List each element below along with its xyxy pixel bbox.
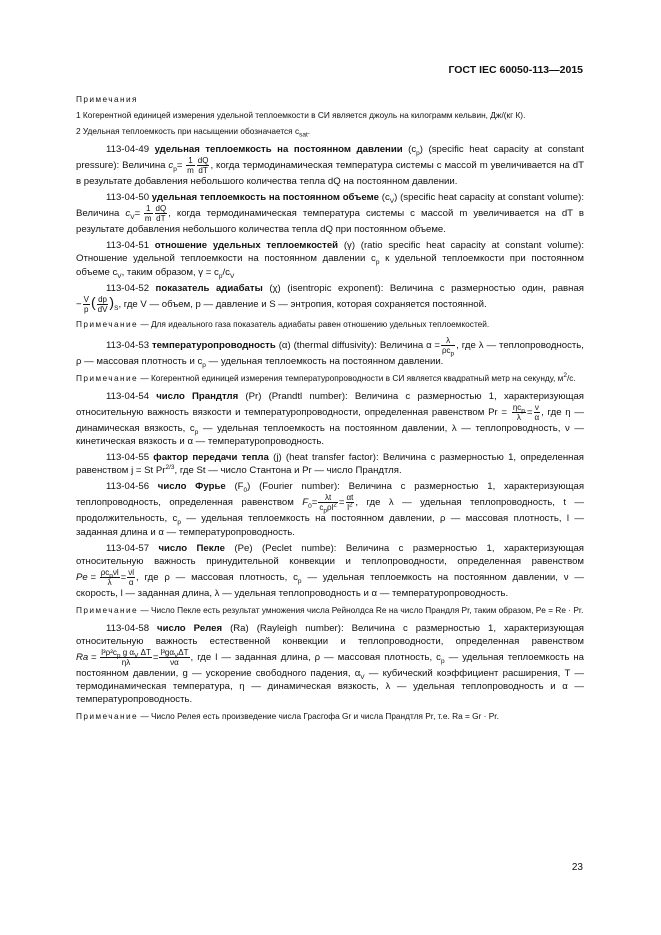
note-113-04-58: Примечание — Число Релея есть произведение числа Грасгофа Gr и числа Прандтля Pr, т.е. Ra = Gr · Pr.	[76, 711, 499, 722]
entry-113-04-58: 113-04-58 число Релея (Ra) (Rayleigh number): Величина с размерностью 1, характеризующая относительную важность естественной конвекции и теплопроводности, определенная равенством Ra = $\frac{l^3\rho^2c_p g \alpha_V \Delta T}{\eta\lambda}$ = $\frac{l^3g\alpha_V\Delta T}{\nu\alpha}$ , где l — заданная длина, ρ — массовая плотность, $c_p$ — удельная теплоемкость на постоянном давлении, g — ускорение свободного падения, $\alpha_V$ — кубический коэффициент расширения, T — термодинамическая температура, η — динамическая вязкость, λ — удельная теплопроводность и α — температуропроводность.	[76, 622, 584, 706]
entry-113-04-54: 113-04-54 число Прандтля (Pr) (Prandtl number): Величина с размерностью 1, характеризующая относительную важность вязкости и температуропроводности, определенная равенством Pr = $\frac{\eta c_p}{\lambda}$ = $\frac{\nu}{\alpha}$ , где η — динамическая вязкость, $c_p$ — удельная теплоемкость на постоянном давлении, λ — теплопроводность, ν — кинетическая вязкость и α — температуропроводность.	[76, 390, 584, 448]
entry-113-04-57: 113-04-57 число Пекле (Pe) (Peclet numbe): Величина с размерностью 1, характеризующая относительную важность принудительной конвекции и теплопроводности, определенная равенством Pe = $\frac{\rho c_p\nu l}{\lambda}$ = $\frac{\nu l}{\alpha}$ , где ρ — массовая плотность, $c_p$ — удельная теплоемкость на постоянном давлении, ν — скорость, l — заданная длина, λ — удельная теплопроводность и α — температуропроводность.	[76, 542, 584, 599]
note-113-04-52: Примечание — Для идеального газа показатель адиабаты равен отношению удельных теплоемкостей.	[76, 318, 490, 329]
note-113-04-53: Примечание — Когерентной единицей измерения температуропроводности в СИ является квадратный метр на секунду, $м^2/с$.	[76, 372, 576, 383]
entry-113-04-53: 113-04-53 температуропроводность (α) (thermal diffusivity): Величина α = $\frac{\lambda}{\rho c_p}$ , где λ — теплопроводность, ρ — массовая плотность и $c_p$ — удельная теплоемкость на постоянном давлении.	[76, 335, 584, 369]
entry-113-04-49: 113-04-49 удельная теплоемкость на постоянном давлении $(c_p)$ (specific heat capacity at constant pressure): Величина $c_p=$ $\frac{1}{m}$ $\frac{dQ}{dT}$ , когда термодинамическая температура системы с массой m увеличивается на dT в результате добавления небольшого количества тепла dQ на постоянном давлении.	[76, 144, 584, 188]
formula-prandtl: $\frac{\eta c_p}{\lambda}$ = $\frac{\nu}{\alpha}$	[512, 402, 540, 422]
formula-cp: $c_p=$ $\frac{1}{m}$ $\frac{dQ}{dT}$	[168, 156, 209, 176]
entry-113-04-55: 113-04-55 фактор передачи тепла (j) (heat transfer factor): Величина с размерностью 1, определенная равенством j = St $Pr^{2/3}$, где St — число Стантона и Pr — число Прандтля.	[76, 452, 585, 477]
formula-isentropic: − $\frac{V}{p}$ ( $\frac{dp}{dV}$ )$_S$	[76, 293, 119, 314]
page-body	[76, 93, 584, 728]
page-number: 23	[571, 862, 583, 873]
entry-113-04-52: 113-04-52 показатель адиабаты (χ) (isentropic exponent): Величина с размерностью один, равная − $\frac{V}{p}$ ( $\frac{dp}{dV}$ )$_S$, где V — объем, p — давление и S — энтропия, которая сохраняется постоянной.	[76, 282, 584, 314]
formula-alpha: α = $\frac{\lambda}{\rho c_p}$	[426, 335, 455, 358]
term-heading: удельная теплоемкость на постоянном давлении	[154, 144, 403, 155]
formula-peclet: Pe = $\frac{\rho c_p\nu l}{\lambda}$ = $\frac{\nu l}{\alpha}$	[76, 567, 135, 587]
entry-113-04-50: 113-04-50 удельная теплоемкость на постоянном объеме $(c_V)$ (specific heat capacity at constant volume): Величина $c_V=$ $\frac{1}{m}$ $\frac{dQ}{dT}$ , когда термодинамическая температура системы с массой m увеличивается на dT в результате добавления небольшого количества тепла dQ при постоянном объеме.	[76, 192, 584, 236]
entry-113-04-56: 113-04-56 число Фурье $(F_0)$ (Fourier number): Величина с размерностью 1, характеризующая теплопроводность, определенная равенством $F_0=$ $\frac{\lambda t}{c_p\rho l^2}$ = $\frac{\alpha t}{l^2}$ , где λ — удельная теплопроводность, t — продолжительность, $c_p$ — удельная теплоемкость на постоянном давлении, ρ — массовая плотность, l — заданная длина и α — температуропроводность.	[76, 481, 585, 538]
formula-cv: $c_V=$ $\frac{1}{m}$ $\frac{dQ}{dT}$	[125, 204, 167, 224]
note-2: 2 Удельная теплоемкость при насыщении обозначается $c_{sat}$.	[76, 126, 311, 139]
note-label-top: Примечания	[76, 94, 138, 104]
formula-fourier: $F_0=$ $\frac{\lambda t}{c_p\rho l^2}$ = $\frac{\alpha t}{l^2}$	[302, 493, 354, 515]
note-113-04-57: Примечание — Число Пекле есть результат умножения числа Рейнолдса Re на число Прандля Pr, таким образом, Pe = Re · Pr.	[76, 604, 584, 615]
note-1: 1 Когерентной единицей измерения удельной теплоемкости в СИ является джоуль на килограмм кельвин, Дж/(кг К).	[76, 110, 526, 120]
document-header: ГОСТ IEC 60050-113—2015	[448, 64, 583, 76]
entry-113-04-51: 113-04-51 отношение удельных теплоемкостей (γ) (ratio specific heat capacity at constant volume): Отношение удельной теплоемкости на постоянном давлении $c_p$ к удельной теплоемкости при постоянном объеме $c_V$, таким образом, $\gamma = c_p/c_V$	[76, 240, 584, 280]
formula-rayleigh: Ra = $\frac{l^3\rho^2c_p g \alpha_V \Delta T}{\eta\lambda}$ = $\frac{l^3g\alpha_V\Delta T}{\nu\alpha}$	[76, 648, 189, 668]
